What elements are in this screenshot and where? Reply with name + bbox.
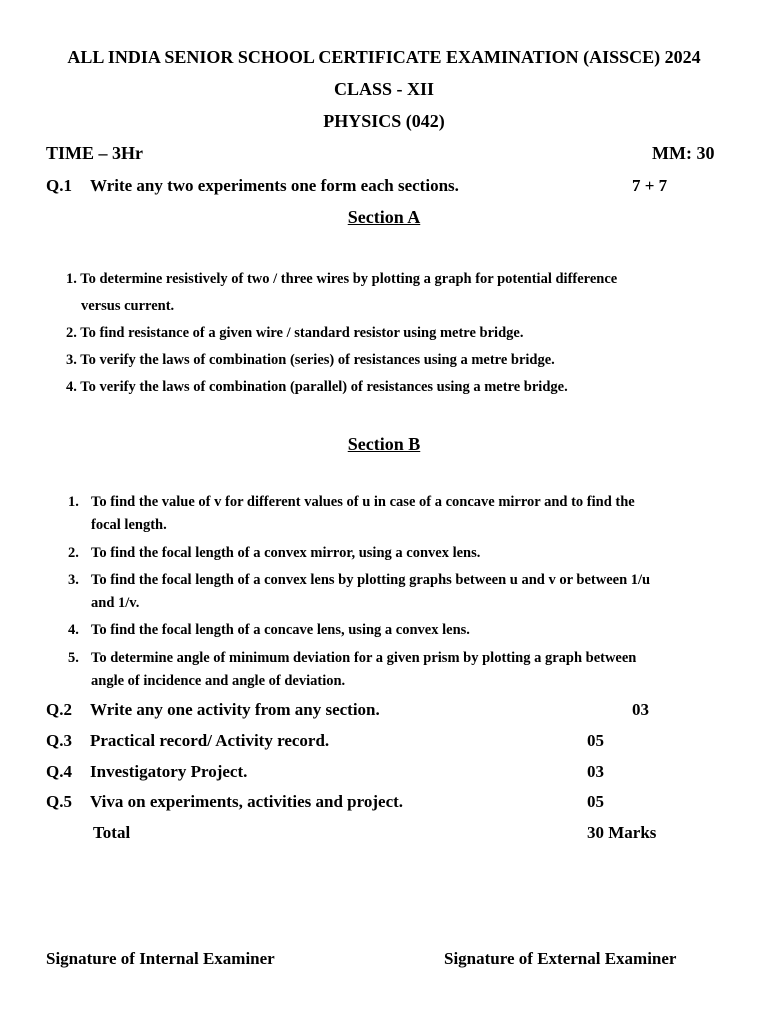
item-number: 4. — [66, 379, 77, 395]
total-value: 30 Marks — [587, 823, 657, 842]
exam-title: ALL INDIA SENIOR SCHOOL CERTIFICATE EXAMINATION (AISSCE) 2024 — [67, 47, 701, 67]
item-text: To find the focal length of a convex lens by plotting graphs between u and v or between 1/u — [91, 572, 651, 588]
item-number: 3. — [66, 352, 77, 368]
q1-text: Write any two experiments one form each sections. — [90, 176, 459, 195]
total-label: Total — [93, 823, 131, 842]
item-text-continued: focal length. — [91, 517, 167, 533]
item-number: 2. — [66, 325, 77, 341]
q2-text: Write any one activity from any section. — [90, 700, 380, 719]
time-label: TIME – 3Hr — [46, 143, 143, 163]
section-a-title: Section A — [347, 207, 421, 227]
item-text-continued: angle of incidence and angle of deviation. — [91, 673, 346, 689]
item-text: To find the focal length of a concave lens, using a convex lens. — [91, 622, 470, 638]
q4-marks: 03 — [587, 762, 604, 781]
internal-examiner-signature: Signature of Internal Examiner — [46, 949, 275, 968]
item-number: 4. — [68, 622, 79, 638]
external-examiner-signature: Signature of External Examiner — [444, 949, 677, 968]
item-text: To determine angle of minimum deviation for a given prism by plotting a graph between — [91, 650, 637, 666]
item-number: 5. — [68, 650, 79, 666]
q3-marks: 05 — [587, 731, 604, 750]
item-text: To find the value of v for different values of u in case of a concave mirror and to find the — [91, 494, 635, 510]
q4-number: Q.4 — [46, 762, 72, 781]
subject-label: PHYSICS (042) — [323, 111, 445, 131]
q4-text: Investigatory Project. — [90, 762, 248, 781]
item-text: To determine resistively of two / three wires by plotting a graph for potential difference — [80, 271, 618, 287]
item-number: 2. — [68, 545, 79, 561]
item-number: 1. — [68, 494, 79, 510]
list-item — [66, 379, 568, 396]
q2-marks: 03 — [632, 700, 649, 719]
item-text: To verify the laws of combination (series) of resistances using a metre bridge. — [80, 352, 555, 368]
list-item — [66, 352, 555, 369]
item-text: To find resistance of a given wire / standard resistor using metre bridge. — [80, 325, 524, 341]
item-text-continued: versus current. — [81, 298, 175, 314]
item-text: To verify the laws of combination (parallel) of resistances using a metre bridge. — [80, 379, 568, 395]
list-item — [66, 325, 523, 342]
item-text-continued: and 1/v. — [91, 595, 140, 611]
list-item — [66, 271, 617, 288]
q2-number: Q.2 — [46, 700, 72, 719]
q3-text: Practical record/ Activity record. — [90, 731, 330, 750]
q5-number: Q.5 — [46, 792, 72, 811]
q1-number: Q.1 — [46, 176, 72, 195]
class-label: CLASS - XII — [333, 79, 435, 99]
q5-marks: 05 — [587, 792, 604, 811]
q5-text: Viva on experiments, activities and project. — [90, 792, 404, 811]
item-text: To find the focal length of a convex mirror, using a convex lens. — [91, 545, 481, 561]
max-marks-label: MM: 30 — [652, 143, 715, 163]
item-number: 3. — [68, 572, 79, 588]
item-number: 1. — [66, 271, 77, 287]
q3-number: Q.3 — [46, 731, 72, 750]
section-b-title: Section B — [347, 434, 421, 454]
q1-marks: 7 + 7 — [632, 176, 668, 195]
